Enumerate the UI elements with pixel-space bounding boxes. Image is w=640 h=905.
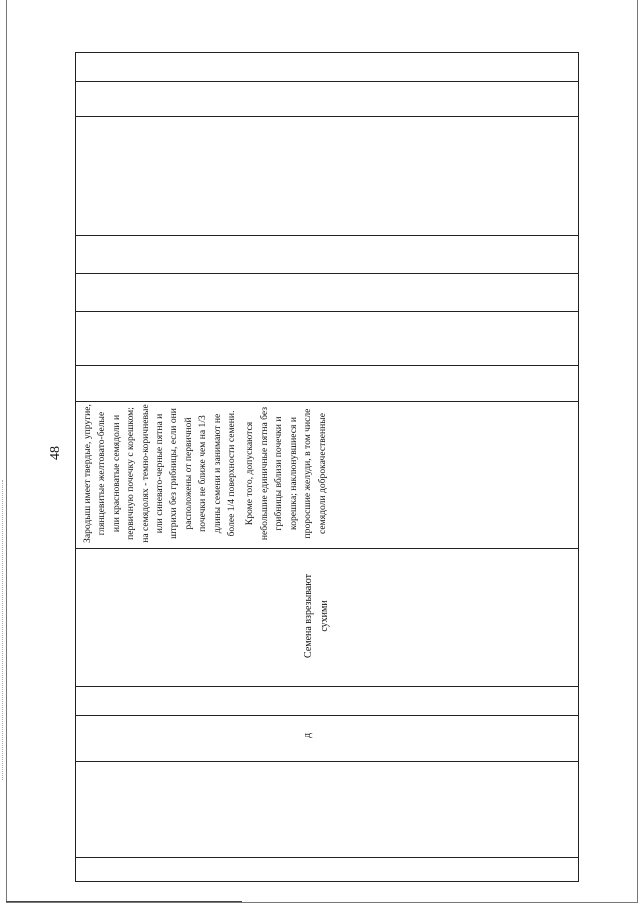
method-text-line-1: Семена взрезывают	[303, 574, 314, 658]
table-row-line	[76, 715, 578, 716]
table-row-line	[76, 761, 578, 762]
description-text-continued: Кроме того, допускаются небольшие единичные пятна без грибницы вблизи почечки и корешка; наклюнувшиеся и проросшие желуди, в том числе семядоли доброкачественные	[244, 406, 328, 541]
scan-edge-marks	[2, 480, 4, 780]
row-letter: д	[302, 732, 314, 739]
table-row-line	[76, 686, 578, 687]
table-row-line	[76, 365, 578, 366]
table-row-line	[76, 235, 578, 236]
table-row-line	[76, 857, 578, 858]
table-row-line	[76, 273, 578, 274]
table-row-line	[76, 116, 578, 117]
footnote-rule	[6, 901, 242, 902]
description-text: Зародыш имеет твердые, упругие, глянцевитые желтовато-белые или красноватые семядоли и первичную почечку с корешком; на семядолях - темно-коричневые или синевато-черные пятна и штрихи без грибницы, если они расположены от первичной почечки не ближе чем на 1/3 длины семени и занимают не более 1/4 поверхности семени.	[82, 404, 238, 543]
method-text-line-2: сухими	[319, 600, 330, 632]
table-row-line	[76, 81, 578, 82]
table-row-line	[76, 311, 578, 312]
method-cell	[75, 547, 579, 685]
page-number: 48	[48, 446, 63, 460]
description-cell	[75, 400, 579, 547]
